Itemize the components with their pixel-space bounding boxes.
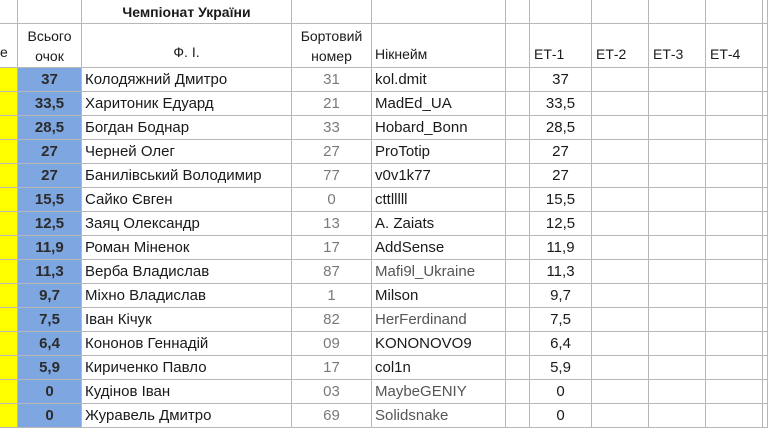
- et1-cell[interactable]: 9,7: [530, 284, 592, 308]
- grid-cell[interactable]: [506, 284, 530, 308]
- et3-cell[interactable]: [649, 404, 706, 428]
- board-number-cell[interactable]: 69: [292, 404, 372, 428]
- grid-cell[interactable]: [763, 140, 768, 164]
- rank-cell[interactable]: [0, 380, 18, 404]
- nickname-cell[interactable]: KONONOVO9: [372, 332, 506, 356]
- total-points-cell[interactable]: 5,9: [18, 356, 82, 380]
- grid-cell[interactable]: [763, 68, 768, 92]
- et1-cell[interactable]: 6,4: [530, 332, 592, 356]
- et4-cell[interactable]: [706, 380, 763, 404]
- et1-cell[interactable]: 0: [530, 404, 592, 428]
- name-cell[interactable]: Колодяжний Дмитро: [82, 68, 292, 92]
- nickname-cell[interactable]: MaybeGENIY: [372, 380, 506, 404]
- grid-cell[interactable]: [763, 116, 768, 140]
- rank-cell[interactable]: [0, 284, 18, 308]
- header-board-number[interactable]: [292, 24, 372, 68]
- grid-cell[interactable]: [506, 260, 530, 284]
- grid-cell[interactable]: [372, 0, 506, 24]
- grid-cell[interactable]: [763, 356, 768, 380]
- et1-cell[interactable]: 5,9: [530, 356, 592, 380]
- grid-cell[interactable]: [506, 236, 530, 260]
- grid-cell[interactable]: [506, 188, 530, 212]
- et3-cell[interactable]: [649, 380, 706, 404]
- grid-cell[interactable]: [506, 140, 530, 164]
- nickname-cell[interactable]: A. Zaiats: [372, 212, 506, 236]
- et2-cell[interactable]: [592, 212, 649, 236]
- et4-cell[interactable]: [706, 188, 763, 212]
- et1-cell[interactable]: 27: [530, 164, 592, 188]
- et3-cell[interactable]: [649, 188, 706, 212]
- rank-cell[interactable]: [0, 260, 18, 284]
- header-cell-col0[interactable]: е: [0, 24, 18, 68]
- header-et2[interactable]: ЕТ-2: [592, 24, 649, 68]
- grid-cell[interactable]: [506, 0, 530, 24]
- et2-cell[interactable]: [592, 140, 649, 164]
- et4-cell[interactable]: [706, 68, 763, 92]
- grid-cell[interactable]: [506, 308, 530, 332]
- name-cell[interactable]: Журавель Дмитро: [82, 404, 292, 428]
- rank-cell[interactable]: [0, 308, 18, 332]
- et2-cell[interactable]: [592, 284, 649, 308]
- name-cell[interactable]: Кириченко Павло: [82, 356, 292, 380]
- total-points-cell[interactable]: 15,5: [18, 188, 82, 212]
- et4-cell[interactable]: [706, 236, 763, 260]
- nickname-cell[interactable]: cttlllll: [372, 188, 506, 212]
- et2-cell[interactable]: [592, 164, 649, 188]
- rank-cell[interactable]: [0, 404, 18, 428]
- board-number-cell[interactable]: 0: [292, 188, 372, 212]
- grid-cell[interactable]: [292, 0, 372, 24]
- nickname-cell[interactable]: Hobard_Bonn: [372, 116, 506, 140]
- nickname-cell[interactable]: AddSense: [372, 236, 506, 260]
- et2-cell[interactable]: [592, 116, 649, 140]
- rank-cell[interactable]: [0, 212, 18, 236]
- grid-cell[interactable]: [706, 0, 763, 24]
- et4-cell[interactable]: [706, 212, 763, 236]
- grid-cell[interactable]: [0, 0, 18, 24]
- name-cell[interactable]: Іван Кічук: [82, 308, 292, 332]
- rank-cell[interactable]: [0, 236, 18, 260]
- grid-cell[interactable]: [763, 92, 768, 116]
- header-full-name[interactable]: Ф. І.: [82, 24, 292, 68]
- et3-cell[interactable]: [649, 308, 706, 332]
- total-points-cell[interactable]: 9,7: [18, 284, 82, 308]
- et4-cell[interactable]: [706, 404, 763, 428]
- et3-cell[interactable]: [649, 212, 706, 236]
- et3-cell[interactable]: [649, 236, 706, 260]
- grid-cell[interactable]: [506, 332, 530, 356]
- et3-cell[interactable]: [649, 68, 706, 92]
- nickname-cell[interactable]: Milson: [372, 284, 506, 308]
- et2-cell[interactable]: [592, 260, 649, 284]
- grid-cell[interactable]: [763, 404, 768, 428]
- name-cell[interactable]: Роман Міненок: [82, 236, 292, 260]
- header-total-points[interactable]: [18, 24, 82, 68]
- name-cell[interactable]: Верба Владислав: [82, 260, 292, 284]
- nickname-cell[interactable]: kol.dmit: [372, 68, 506, 92]
- grid-cell[interactable]: [506, 356, 530, 380]
- header-total-line1: Всього: [27, 28, 72, 44]
- header-board-line1: Бортовий: [300, 28, 363, 44]
- et4-cell[interactable]: [706, 260, 763, 284]
- et2-cell[interactable]: [592, 308, 649, 332]
- total-points-cell[interactable]: 0: [18, 404, 82, 428]
- total-points-cell[interactable]: 11,3: [18, 260, 82, 284]
- grid-cell[interactable]: [506, 380, 530, 404]
- name-cell[interactable]: Черней Олег: [82, 140, 292, 164]
- et4-cell[interactable]: [706, 116, 763, 140]
- grid-cell[interactable]: [763, 164, 768, 188]
- et3-cell[interactable]: [649, 92, 706, 116]
- board-number-cell[interactable]: 87: [292, 260, 372, 284]
- name-cell[interactable]: Кудінов Іван: [82, 380, 292, 404]
- grid-cell[interactable]: [506, 24, 530, 68]
- et1-cell[interactable]: 11,9: [530, 236, 592, 260]
- grid-cell[interactable]: [530, 0, 592, 24]
- et2-cell[interactable]: [592, 332, 649, 356]
- name-cell[interactable]: Сайко Євген: [82, 188, 292, 212]
- nickname-cell[interactable]: HerFerdinand: [372, 308, 506, 332]
- total-points-cell[interactable]: 6,4: [18, 332, 82, 356]
- et3-cell[interactable]: [649, 164, 706, 188]
- board-number-cell[interactable]: 13: [292, 212, 372, 236]
- et2-cell[interactable]: [592, 188, 649, 212]
- grid-cell[interactable]: [763, 260, 768, 284]
- et4-cell[interactable]: [706, 308, 763, 332]
- total-points-cell[interactable]: 11,9: [18, 236, 82, 260]
- total-points-cell[interactable]: 33,5: [18, 92, 82, 116]
- rank-cell[interactable]: [0, 332, 18, 356]
- grid-cell[interactable]: [763, 284, 768, 308]
- et4-cell[interactable]: [706, 164, 763, 188]
- et2-cell[interactable]: [592, 236, 649, 260]
- et4-cell[interactable]: [706, 332, 763, 356]
- board-number-cell[interactable]: 21: [292, 92, 372, 116]
- grid-cell[interactable]: [506, 164, 530, 188]
- total-points-cell[interactable]: 28,5: [18, 116, 82, 140]
- grid-cell[interactable]: [763, 24, 768, 68]
- et4-cell[interactable]: [706, 356, 763, 380]
- nickname-cell[interactable]: col1n: [372, 356, 506, 380]
- rank-cell[interactable]: [0, 356, 18, 380]
- grid-cell[interactable]: [763, 212, 768, 236]
- name-cell[interactable]: Банилівський Володимир: [82, 164, 292, 188]
- grid-cell[interactable]: [506, 212, 530, 236]
- name-cell[interactable]: Заяц Олександр: [82, 212, 292, 236]
- et3-cell[interactable]: [649, 356, 706, 380]
- rank-cell[interactable]: [0, 92, 18, 116]
- et3-cell[interactable]: [649, 284, 706, 308]
- et1-cell[interactable]: 11,3: [530, 260, 592, 284]
- grid-cell[interactable]: [763, 380, 768, 404]
- total-points-cell[interactable]: 7,5: [18, 308, 82, 332]
- grid-cell[interactable]: [506, 92, 530, 116]
- name-cell[interactable]: Харитоник Едуард: [82, 92, 292, 116]
- grid-cell[interactable]: [506, 68, 530, 92]
- nickname-cell[interactable]: MadEd_UA: [372, 92, 506, 116]
- board-number-cell[interactable]: 33: [292, 116, 372, 140]
- grid-cell[interactable]: [763, 236, 768, 260]
- et2-cell[interactable]: [592, 404, 649, 428]
- total-points-cell[interactable]: 27: [18, 140, 82, 164]
- et4-cell[interactable]: [706, 284, 763, 308]
- grid-cell[interactable]: [649, 0, 706, 24]
- nickname-cell[interactable]: Solidsnake: [372, 404, 506, 428]
- total-points-cell[interactable]: 12,5: [18, 212, 82, 236]
- et4-cell[interactable]: [706, 92, 763, 116]
- et1-cell[interactable]: 15,5: [530, 188, 592, 212]
- nickname-cell[interactable]: ProTotip: [372, 140, 506, 164]
- grid-cell[interactable]: [763, 308, 768, 332]
- grid-cell[interactable]: [506, 404, 530, 428]
- board-number-cell[interactable]: 27: [292, 140, 372, 164]
- et1-cell[interactable]: 37: [530, 68, 592, 92]
- nickname-cell[interactable]: v0v1k77: [372, 164, 506, 188]
- rank-cell[interactable]: [0, 68, 18, 92]
- et1-cell[interactable]: 28,5: [530, 116, 592, 140]
- board-number-cell[interactable]: 17: [292, 356, 372, 380]
- et1-cell[interactable]: 0: [530, 380, 592, 404]
- grid-cell[interactable]: [763, 188, 768, 212]
- grid-cell[interactable]: [763, 0, 768, 24]
- grid-cell[interactable]: [763, 332, 768, 356]
- rank-cell[interactable]: [0, 140, 18, 164]
- header-et1[interactable]: ЕТ-1: [530, 24, 592, 68]
- et3-cell[interactable]: [649, 140, 706, 164]
- grid-cell[interactable]: [506, 116, 530, 140]
- board-number-cell[interactable]: 17: [292, 236, 372, 260]
- board-number-cell[interactable]: 77: [292, 164, 372, 188]
- et1-cell[interactable]: 12,5: [530, 212, 592, 236]
- et2-cell[interactable]: [592, 68, 649, 92]
- board-number-cell[interactable]: 31: [292, 68, 372, 92]
- board-number-cell[interactable]: 1: [292, 284, 372, 308]
- et2-cell[interactable]: [592, 380, 649, 404]
- et3-cell[interactable]: [649, 260, 706, 284]
- header-et4[interactable]: ЕТ-4: [706, 24, 763, 68]
- grid-cell[interactable]: [18, 0, 82, 24]
- name-cell[interactable]: Богдан Боднар: [82, 116, 292, 140]
- name-cell[interactable]: Кононов Геннадій: [82, 332, 292, 356]
- et1-cell[interactable]: 7,5: [530, 308, 592, 332]
- header-total-line2: очок: [35, 48, 64, 64]
- et3-cell[interactable]: [649, 116, 706, 140]
- grid-cell[interactable]: [592, 0, 649, 24]
- et4-cell[interactable]: [706, 140, 763, 164]
- board-number-cell[interactable]: 03: [292, 380, 372, 404]
- rank-cell[interactable]: [0, 116, 18, 140]
- board-number-cell[interactable]: 82: [292, 308, 372, 332]
- et2-cell[interactable]: [592, 92, 649, 116]
- nickname-cell[interactable]: Mafi9l_Ukraine: [372, 260, 506, 284]
- header-nickname[interactable]: Нікнейм: [372, 24, 506, 68]
- et2-cell[interactable]: [592, 356, 649, 380]
- et3-cell[interactable]: [649, 332, 706, 356]
- et1-cell[interactable]: 27: [530, 140, 592, 164]
- rank-cell[interactable]: [0, 164, 18, 188]
- header-board-line2: номер: [311, 48, 352, 64]
- total-points-cell[interactable]: 0: [18, 380, 82, 404]
- et1-cell[interactable]: 33,5: [530, 92, 592, 116]
- sheet-title[interactable]: Чемпіонат України: [82, 0, 292, 24]
- board-number-cell[interactable]: 09: [292, 332, 372, 356]
- rank-cell[interactable]: [0, 188, 18, 212]
- header-et3[interactable]: ЕТ-3: [649, 24, 706, 68]
- name-cell[interactable]: Міхно Владислав: [82, 284, 292, 308]
- total-points-cell[interactable]: 27: [18, 164, 82, 188]
- total-points-cell[interactable]: 37: [18, 68, 82, 92]
